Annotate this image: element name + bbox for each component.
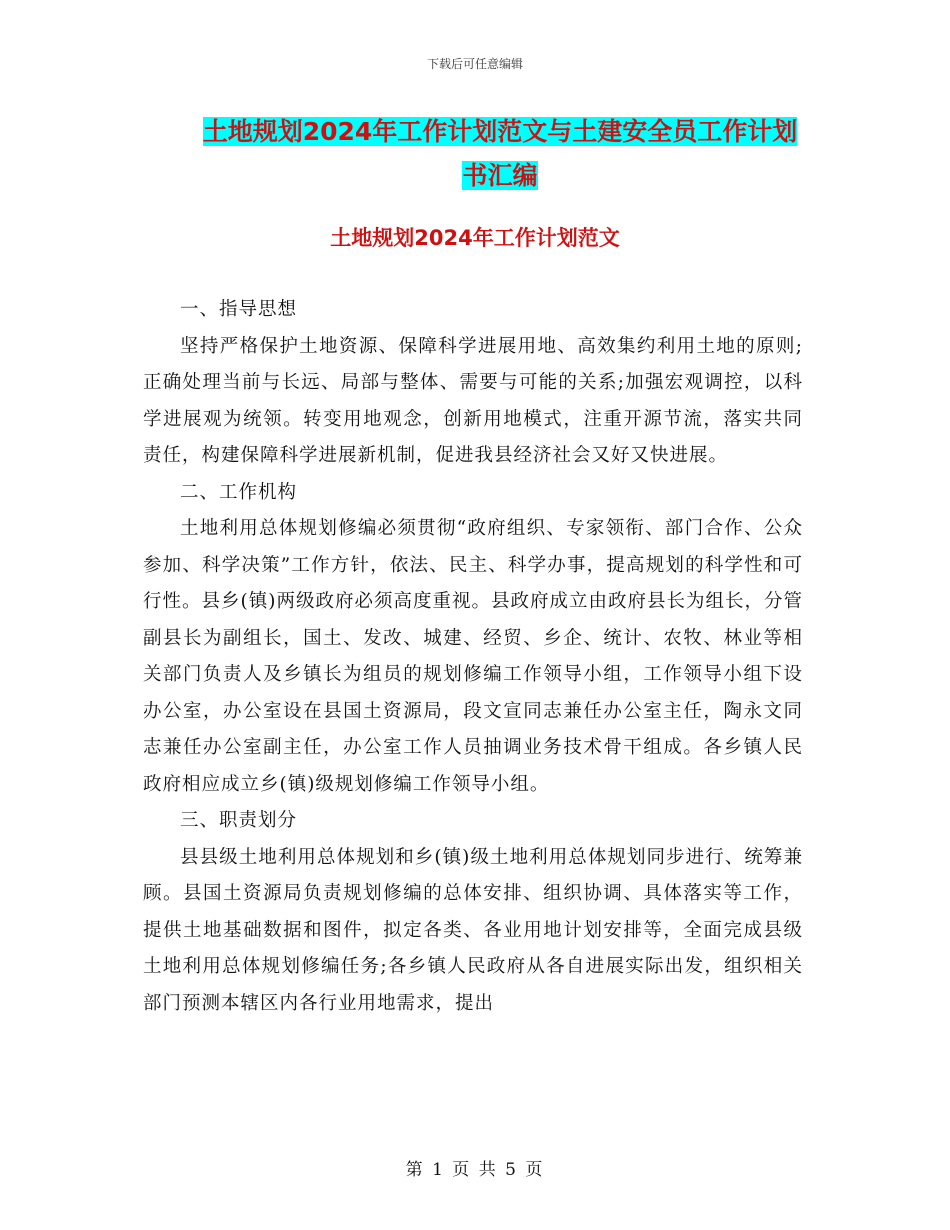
body-text bbox=[143, 292, 803, 1022]
document-title-line1: 土地规划2024年工作计划范文与土建安全员工作计划 bbox=[202, 117, 798, 146]
heading-responsibilities: 三、职责划分 bbox=[180, 810, 298, 831]
paragraph-guiding-ideology: 坚持严格保护土地资源、保障科学进展用地、高效集约利用土地的原则;正确处理当前与长远、局部与整体、需要与可能的关系;加强宏观调控，以科学进展观为统领。转变用地观念，创新用地模式，注重开源节流，落实共同责任，构建保障科学进展新机制，促进我县经济社会又好又快进展。 bbox=[143, 335, 803, 466]
header-note: 下载后可任意编辑 bbox=[426, 57, 523, 71]
page-footer: 第 1 页 共 5 页 bbox=[405, 1160, 545, 1180]
document-title-line2: 书汇编 bbox=[462, 161, 538, 190]
heading-work-organization: 二、工作机构 bbox=[180, 481, 298, 503]
section-title: 土地规划2024年工作计划范文 bbox=[330, 226, 620, 250]
paragraph-work-organization: 土地利用总体规划修编必须贯彻“政府组织、专家领衔、部门合作、公众参加、科学决策”工作方针，依法、民主、科学办事，提高规划的科学性和可行性。县乡(镇)两级政府必须高度重视。县政府成立由政府县长为组长，分管副县长为副组长，国土、发改、城建、经贸、乡企、统计、农牧、林业等相关部门负责人及乡镇长为组员的规划修编工作领导小组，工作领导小组下设办公室，办公室设在县国土资源局，段文宣同志兼任办公室主任，陶永文同志兼任办公室副主任，办公室工作人员抽调业务技术骨干组成。各乡镇人民政府相应成立乡(镇)级规划修编工作领导小组。 bbox=[143, 518, 803, 795]
heading-guiding-ideology: 一、指导思想 bbox=[180, 299, 298, 320]
document-title bbox=[150, 110, 850, 198]
paragraph-responsibilities: 县县级土地利用总体规划和乡(镇)级土地利用总体规划同步进行、统筹兼顾。县国土资源局负责规划修编的总体安排、组织协调、具体落实等工作，提供土地基础数据和图件，拟定各类、各业用地计划安排等，全面完成县级土地利用总体规划修编任务;各乡镇人民政府从各自进展实际出发，组织相关部门预测本辖区内各行业用地需求，提出 bbox=[143, 846, 803, 1014]
